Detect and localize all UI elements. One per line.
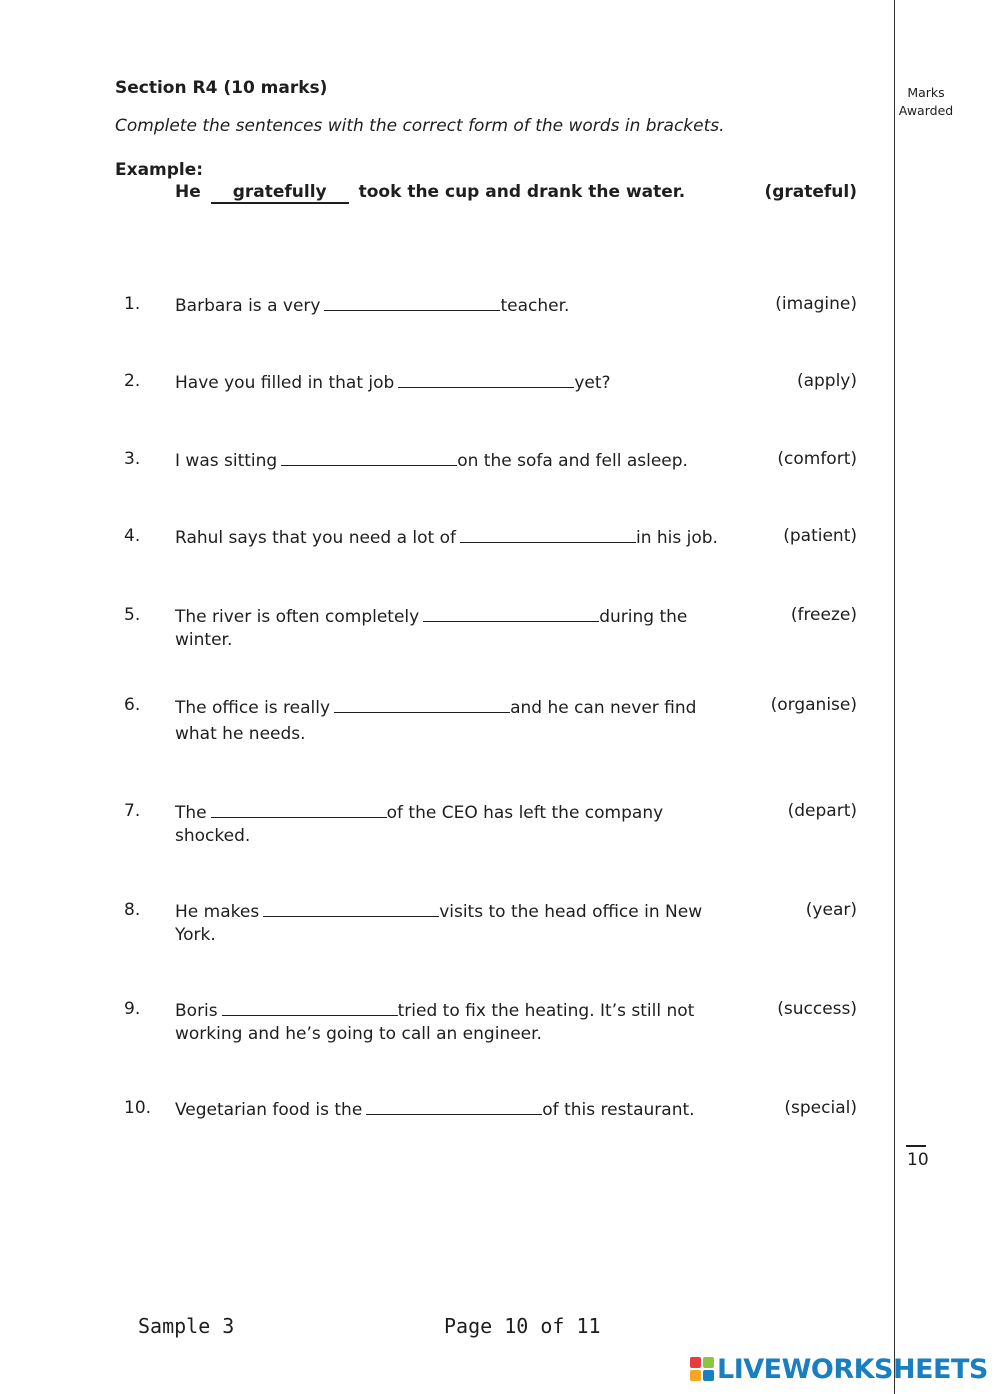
- question-before: I was sitting: [175, 451, 278, 471]
- question-hint: (patient): [783, 526, 857, 546]
- instructions: Complete the sentences with the correct form of the words in brackets.: [115, 116, 725, 136]
- question-number: 10.: [124, 1098, 152, 1118]
- question-sentence: [175, 449, 735, 473]
- question-hint: (success): [777, 999, 857, 1019]
- question-number: 9.: [124, 999, 141, 1019]
- question-number: 4.: [124, 526, 141, 546]
- marks-column-divider: [894, 0, 895, 1394]
- footer-sample: Sample 3: [138, 1314, 235, 1338]
- question-after: tried to fix the heating. It’s still not working and he’s going to call an engineer.: [175, 1001, 695, 1044]
- logo-square: [690, 1370, 701, 1381]
- question-before: The office is really: [175, 698, 331, 718]
- question-number: 2.: [124, 371, 141, 391]
- question-after: on the sofa and fell asleep.: [457, 451, 688, 471]
- question-after: of this restaurant.: [542, 1100, 695, 1120]
- answer-blank[interactable]: [281, 449, 457, 466]
- total-marks-line: [906, 1145, 926, 1147]
- question-after: yet?: [574, 373, 611, 393]
- liveworksheets-logo[interactable]: [690, 1353, 988, 1385]
- question-before: Boris: [175, 1001, 218, 1021]
- question-sentence: [175, 999, 720, 1046]
- question-before: Barbara is a very: [175, 296, 321, 316]
- question-after: during the winter.: [175, 607, 688, 650]
- section-title: Section R4 (10 marks): [115, 78, 328, 98]
- question-number: 8.: [124, 900, 141, 920]
- logo-square: [703, 1370, 714, 1381]
- example-sentence: [175, 182, 685, 204]
- question-hint: (freeze): [790, 605, 857, 625]
- question-number: 7.: [124, 801, 141, 821]
- question-hint: (apply): [796, 371, 857, 391]
- logo-square: [703, 1357, 714, 1368]
- question-before: The river is often completely: [175, 607, 420, 627]
- question-sentence: [175, 900, 720, 947]
- footer-page-number: Page 10 of 11: [444, 1314, 601, 1338]
- answer-blank[interactable]: [460, 526, 636, 543]
- question-sentence: [175, 526, 735, 550]
- logo-square: [690, 1357, 701, 1368]
- example-label: Example:: [115, 160, 204, 180]
- question-before: The: [175, 803, 207, 823]
- example-before: He: [175, 182, 201, 202]
- total-marks: 10: [907, 1150, 929, 1170]
- question-number: 3.: [124, 449, 141, 469]
- marks-label-line-2: Awarded: [898, 103, 954, 118]
- question-hint: (special): [784, 1098, 857, 1118]
- answer-blank[interactable]: [263, 900, 439, 917]
- question-after: in his job.: [635, 528, 718, 548]
- question-after: and he can never find what he needs.: [175, 698, 697, 744]
- question-hint: (comfort): [777, 449, 857, 469]
- question-hint: (year): [805, 900, 857, 920]
- answer-blank[interactable]: [398, 371, 574, 388]
- answer-blank[interactable]: [222, 999, 398, 1016]
- question-before: He makes: [175, 902, 260, 922]
- question-number: 5.: [124, 605, 141, 625]
- question-hint: (depart): [787, 801, 857, 821]
- question-number: 6.: [124, 695, 141, 715]
- question-before: Rahul says that you need a lot of: [175, 528, 456, 548]
- question-hint: (organise): [770, 695, 857, 715]
- question-after: of the CEO has left the company shocked.: [175, 803, 664, 846]
- marks-label-line-1: Marks: [907, 85, 945, 100]
- question-after: visits to the head office in New York.: [175, 902, 703, 945]
- question-sentence: [175, 605, 710, 652]
- question-number: 1.: [124, 294, 141, 314]
- example-hint: (grateful): [764, 182, 857, 202]
- question-after: teacher.: [500, 296, 570, 316]
- question-sentence: [175, 695, 710, 747]
- marks-awarded-label: [896, 84, 956, 120]
- question-sentence: [175, 801, 685, 848]
- answer-blank[interactable]: [334, 696, 510, 713]
- question-hint: (imagine): [775, 294, 857, 314]
- question-before: Vegetarian food is the: [175, 1100, 363, 1120]
- example-after: took the cup and drank the water.: [358, 182, 686, 202]
- answer-blank[interactable]: [324, 294, 500, 311]
- logo-grid-icon: [690, 1357, 714, 1381]
- logo-text: LIVEWORKSHEETS: [717, 1353, 988, 1385]
- answer-blank[interactable]: [366, 1098, 542, 1115]
- question-before: Have you filled in that job: [175, 373, 395, 393]
- answer-blank[interactable]: [423, 605, 599, 622]
- example-answer: gratefully: [211, 182, 349, 204]
- question-sentence: [175, 294, 735, 318]
- question-sentence: [175, 371, 735, 395]
- answer-blank[interactable]: [211, 801, 387, 818]
- question-sentence: [175, 1098, 735, 1122]
